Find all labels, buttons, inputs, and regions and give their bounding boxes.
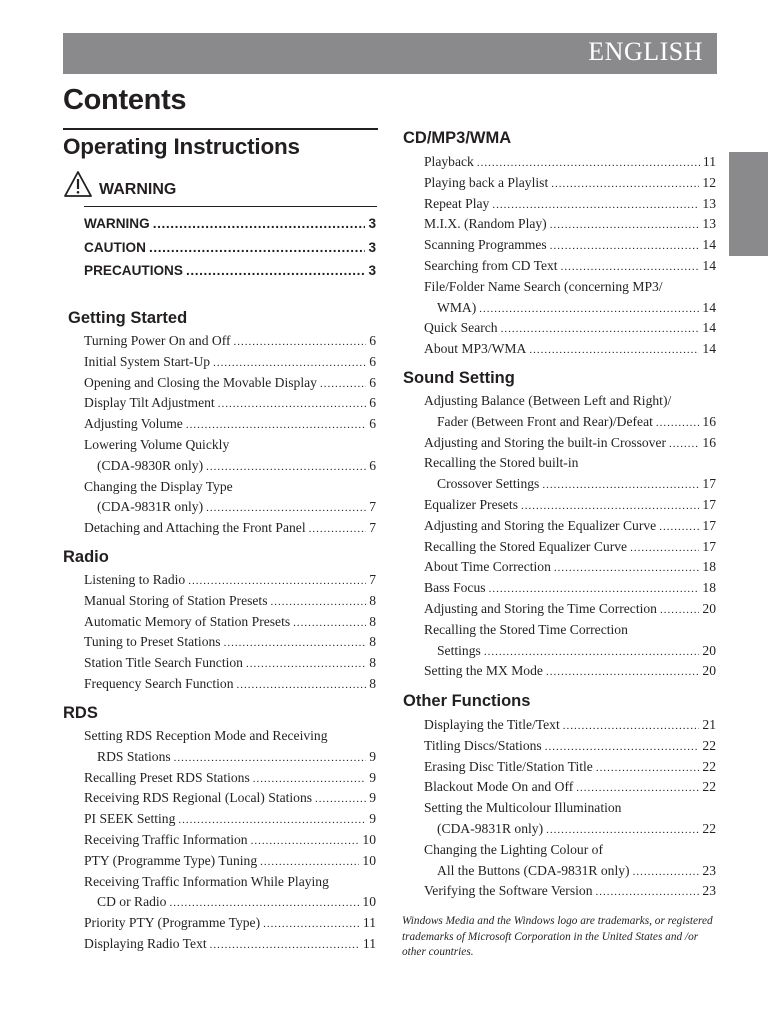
toc-entry-label: About MP3/WMA: [424, 341, 527, 357]
toc-entry-page: 22: [702, 779, 716, 795]
toc-entry[interactable]: [84, 934, 376, 955]
toc-entry-page: 17: [702, 496, 716, 512]
toc-entry[interactable]: [424, 256, 716, 277]
dot-leader: [546, 820, 699, 841]
toc-entry-label: Receiving RDS Regional (Local) Stations: [84, 790, 313, 806]
toc-entry-label: Opening and Closing the Movable Display: [84, 374, 317, 390]
toc-entry[interactable]: [424, 557, 716, 578]
dot-leader: [633, 862, 700, 883]
toc-entry[interactable]: [424, 152, 716, 173]
toc-entry-page: 16: [702, 434, 716, 450]
toc-entry-label: Fader (Between Front and Rear)/Defeat: [437, 413, 653, 429]
toc-entry-label: Priority PTY (Programme Type): [84, 915, 261, 931]
toc-entry[interactable]: [424, 474, 716, 495]
toc-entry-page: 8: [369, 592, 376, 608]
toc-entry-label: Repeat Play: [424, 195, 490, 211]
toc-entry[interactable]: [424, 433, 716, 454]
section-title-rds: RDS: [63, 704, 98, 722]
toc-entry[interactable]: [84, 747, 376, 768]
rds-list: [84, 726, 376, 955]
dot-leader: [546, 662, 699, 683]
toc-entry-label: Bass Focus: [424, 580, 486, 596]
toc-entry[interactable]: [84, 674, 376, 695]
dot-leader: [550, 236, 700, 257]
toc-entry-label: WARNING: [84, 216, 150, 231]
dot-leader: [309, 519, 367, 540]
toc-entry-page: 8: [369, 613, 376, 629]
toc-entry-label: Quick Search: [424, 320, 498, 336]
toc-entry-page: 14: [702, 257, 716, 273]
toc-entry-label: Displaying the Title/Text: [424, 717, 560, 732]
toc-entry-page: 6: [369, 333, 376, 348]
toc-entry-label: Changing the Display Type: [84, 478, 233, 494]
title-divider: [63, 128, 378, 130]
dot-leader: [521, 496, 699, 517]
toc-entry[interactable]: [84, 653, 376, 674]
toc-entry-page: 23: [702, 862, 716, 878]
toc-entry-label: Setting the MX Mode: [424, 663, 543, 679]
dot-leader: [484, 642, 700, 663]
dot-leader: [545, 737, 700, 758]
toc-entry-label: Verifying the Software Version: [424, 883, 593, 899]
dot-leader: [213, 353, 366, 374]
dot-leader: [501, 319, 700, 340]
language-label: ENGLISH: [588, 37, 703, 66]
toc-entry[interactable]: [424, 277, 716, 298]
dot-leader: [656, 413, 700, 434]
operating-instructions-title: Operating Instructions: [63, 134, 300, 159]
toc-entry-label: Adjusting and Storing the built-in Crossover: [424, 434, 667, 450]
toc-entry-label: Scanning Programmes: [424, 237, 547, 253]
toc-entry-label: Recalling the Stored Equalizer Curve: [424, 538, 628, 554]
toc-entry[interactable]: [84, 632, 376, 653]
toc-entry-label: (CDA-9831R only): [437, 820, 544, 836]
dot-leader: [263, 914, 360, 935]
toc-entry[interactable]: [424, 840, 716, 861]
toc-entry-page: 9: [369, 769, 376, 785]
toc-entry[interactable]: [424, 736, 716, 757]
toc-entry-page: 22: [702, 737, 716, 753]
toc-entry[interactable]: [84, 892, 376, 913]
toc-entry-label: Adjusting and Storing the Time Correction: [424, 600, 657, 616]
toc-entry[interactable]: [424, 235, 716, 256]
toc-entry[interactable]: [84, 872, 376, 893]
toc-entry[interactable]: [84, 352, 376, 373]
dot-leader: [660, 600, 699, 621]
toc-entry[interactable]: [424, 599, 716, 620]
dot-leader: [551, 174, 699, 195]
section-title-getting-started: Getting Started: [68, 309, 188, 327]
language-banner: [63, 33, 717, 74]
toc-entry-label: Recalling the Stored Time Correction: [424, 621, 628, 637]
toc-entry-label: Playback: [424, 154, 474, 169]
toc-entry-label: (CDA-9831R only): [97, 499, 204, 515]
toc-entry[interactable]: [84, 518, 376, 539]
toc-entry-page: 18: [702, 580, 716, 596]
toc-entry[interactable]: [84, 809, 376, 830]
toc-entry[interactable]: [84, 768, 376, 789]
toc-entry-page: 14: [702, 299, 716, 315]
toc-entry[interactable]: [424, 412, 716, 433]
toc-entry-warning[interactable]: [84, 212, 376, 236]
toc-entry-page: 9: [369, 811, 376, 827]
dot-leader: [246, 654, 366, 675]
toc-entry-label: Detaching and Attaching the Front Panel: [84, 520, 306, 536]
dot-leader: [669, 434, 699, 455]
section-title-radio: Radio: [63, 548, 109, 566]
section-title-cd-mp3-wma: CD/MP3/WMA: [403, 129, 512, 147]
toc-entry[interactable]: [424, 757, 716, 778]
toc-entry[interactable]: [84, 477, 376, 498]
toc-entry-label: Titling Discs/Stations: [424, 737, 542, 753]
toc-entry-page: 14: [702, 237, 716, 253]
toc-entry[interactable]: [84, 591, 376, 612]
toc-entry-page: 11: [362, 935, 376, 951]
dot-leader: [563, 716, 700, 737]
toc-entry[interactable]: [84, 435, 376, 456]
warning-triangle-icon: [63, 170, 93, 198]
toc-entry-page: 22: [702, 820, 716, 836]
toc-entry-label: PTY (Programme Type) Tuning: [84, 852, 258, 868]
toc-entry[interactable]: [424, 516, 716, 537]
toc-entry-page: 13: [702, 195, 716, 211]
toc-entry-page: 9: [369, 790, 376, 806]
toc-entry-label: Playing back a Playlist: [424, 174, 549, 190]
toc-entry-page: 8: [369, 655, 376, 671]
toc-entry-label: RDS Stations: [97, 748, 171, 764]
dot-leader: [237, 675, 367, 696]
toc-entry-label: Searching from CD Text: [424, 257, 558, 273]
toc-entry[interactable]: [424, 391, 716, 412]
toc-entry[interactable]: [424, 318, 716, 339]
toc-entry-label: Equalizer Presets: [424, 496, 518, 512]
toc-entry-label: Receiving Traffic Information While Playing: [84, 873, 329, 889]
toc-entry[interactable]: [424, 495, 716, 516]
dot-leader: [630, 538, 699, 559]
dot-leader: [529, 340, 699, 361]
dot-leader: [153, 212, 366, 236]
toc-entry[interactable]: [424, 298, 716, 319]
toc-entry[interactable]: [424, 881, 716, 902]
toc-entry-label: Adjusting and Storing the Equalizer Curve: [424, 517, 657, 533]
toc-entry-label: Changing the Lighting Colour of: [424, 841, 603, 857]
toc-entry-page: 10: [362, 831, 376, 847]
toc-entry-page: 17: [702, 476, 716, 492]
toc-entry[interactable]: [84, 726, 376, 747]
toc-entry[interactable]: [84, 612, 376, 633]
toc-entry-label: Tuning to Preset Stations: [84, 634, 221, 650]
radio-list: [84, 570, 376, 695]
warning-divider: [84, 206, 377, 207]
toc-entry-label: File/Folder Name Search (concerning MP3/: [424, 278, 663, 294]
toc-entry-page: 22: [702, 758, 716, 774]
toc-entry-label: Automatic Memory of Station Presets: [84, 613, 291, 629]
dot-leader: [149, 236, 366, 260]
toc-entry-label: CD or Radio: [97, 894, 167, 910]
dot-leader: [206, 457, 366, 478]
toc-entry-page: 8: [369, 675, 376, 691]
toc-entry-label: Blackout Mode On and Off: [424, 779, 574, 795]
toc-entry[interactable]: [84, 830, 376, 851]
toc-entry-page: 20: [702, 600, 716, 616]
toc-entry-page: 23: [702, 883, 716, 899]
toc-entry[interactable]: [424, 715, 716, 736]
trademark-footnote: Windows Media and the Windows logo are trademarks, or registered trademarks of Microsoft Corporation in the United States and /or other countries.: [402, 915, 713, 958]
warning-heading: WARNING: [99, 181, 177, 198]
toc-entry-label: Lowering Volume Quickly: [84, 436, 230, 452]
dot-leader: [186, 415, 366, 436]
toc-entry-label: Crossover Settings: [437, 476, 540, 492]
toc-entry-page: 8: [369, 634, 376, 650]
toc-entry[interactable]: [84, 851, 376, 872]
toc-entry[interactable]: [424, 537, 716, 558]
toc-entry-page: 20: [702, 663, 716, 679]
dot-leader: [234, 332, 367, 353]
dot-leader: [320, 374, 366, 395]
dot-leader: [271, 592, 367, 613]
dot-leader: [479, 299, 699, 320]
toc-entry-label: (CDA-9830R only): [97, 457, 204, 473]
dot-leader: [251, 831, 360, 852]
toc-entry[interactable]: [424, 620, 716, 641]
toc-entry-label: Listening to Radio: [84, 572, 186, 587]
sound-setting-list: [424, 391, 716, 682]
toc-entry-page: 7: [369, 520, 376, 536]
toc-entry[interactable]: [424, 453, 716, 474]
toc-entry-page: 6: [369, 416, 376, 432]
toc-entry-page: 14: [702, 320, 716, 336]
toc-entry-label: Turning Power On and Off: [84, 333, 231, 348]
dot-leader: [576, 778, 699, 799]
toc-entry-page: 3: [368, 239, 376, 255]
side-thumb-tab: [729, 152, 768, 256]
toc-entry[interactable]: [84, 331, 376, 352]
toc-entry-label: Recalling Preset RDS Stations: [84, 769, 250, 785]
toc-entry-page: 10: [362, 894, 376, 910]
toc-entry-page: 6: [369, 395, 376, 411]
toc-entry[interactable]: [84, 414, 376, 435]
toc-entry[interactable]: [84, 393, 376, 414]
dot-leader: [492, 195, 699, 216]
toc-entry-page: 6: [369, 374, 376, 390]
dot-leader: [178, 810, 366, 831]
toc-entry[interactable]: [424, 798, 716, 819]
toc-entry-label: Frequency Search Function: [84, 675, 234, 691]
toc-entry-label: CAUTION: [84, 239, 146, 255]
toc-entry-precautions[interactable]: [84, 259, 376, 283]
toc-entry-page: 3: [368, 263, 376, 278]
dot-leader: [206, 498, 366, 519]
warning-list: [84, 212, 376, 283]
dot-leader: [169, 893, 359, 914]
toc-entry-page: 13: [702, 216, 716, 232]
toc-entry-label: PRECAUTIONS: [84, 263, 183, 278]
toc-entry-page: 6: [369, 457, 376, 473]
toc-entry-page: 14: [702, 341, 716, 357]
other-functions-list: [424, 715, 716, 902]
toc-entry-label: Initial System Start-Up: [84, 353, 211, 369]
toc-entry-page: 3: [368, 216, 376, 231]
dot-leader: [186, 259, 365, 283]
toc-entry-label: Manual Storing of Station Presets: [84, 592, 268, 608]
toc-entry[interactable]: [84, 497, 376, 518]
toc-entry-label: PI SEEK Setting: [84, 811, 176, 827]
toc-entry-label: Setting RDS Reception Mode and Receiving: [84, 728, 328, 743]
toc-entry-label: Settings: [437, 642, 481, 658]
toc-entry-page: 17: [702, 517, 716, 533]
toc-entry-page: 17: [702, 538, 716, 554]
toc-entry-page: 16: [702, 413, 716, 429]
dot-leader: [550, 215, 700, 236]
toc-entry-page: 20: [702, 642, 716, 658]
dot-leader: [659, 517, 699, 538]
toc-entry[interactable]: [424, 777, 716, 798]
toc-entry-page: 9: [369, 748, 376, 764]
dot-leader: [293, 613, 366, 634]
toc-entry-label: M.I.X. (Random Play): [424, 216, 547, 232]
toc-entry-page: 7: [369, 499, 376, 515]
toc-entry-page: 12: [702, 174, 716, 190]
toc-entry[interactable]: [84, 913, 376, 934]
toc-entry[interactable]: [84, 456, 376, 477]
toc-entry[interactable]: [84, 788, 376, 809]
dot-leader: [596, 758, 700, 779]
toc-entry-label: Adjusting Volume: [84, 416, 183, 432]
getting-started-list: [84, 331, 376, 539]
toc-entry-label: About Time Correction: [424, 559, 551, 575]
toc-entry[interactable]: [84, 570, 376, 591]
toc-entry[interactable]: [424, 819, 716, 840]
page-title: Contents: [63, 84, 187, 116]
dot-leader: [224, 633, 367, 654]
toc-entry-page: 10: [362, 852, 376, 868]
toc-entry[interactable]: [424, 173, 716, 194]
dot-leader: [596, 882, 700, 903]
toc-entry[interactable]: [424, 339, 716, 360]
toc-entry[interactable]: [424, 578, 716, 599]
toc-entry-label: Station Title Search Function: [84, 655, 243, 671]
toc-entry-label: All the Buttons (CDA-9831R only): [437, 862, 630, 878]
toc-entry-page: 11: [362, 915, 376, 931]
dot-leader: [561, 257, 700, 278]
dot-leader: [315, 789, 366, 810]
toc-entry-caution[interactable]: [84, 236, 376, 260]
toc-entry-label: Setting the Multicolour Illumination: [424, 800, 622, 816]
dot-leader: [489, 579, 700, 600]
toc-entry-label: Displaying Radio Text: [84, 935, 207, 951]
section-title-other-functions: Other Functions: [403, 692, 531, 710]
dot-leader: [477, 153, 700, 174]
dot-leader: [253, 769, 366, 790]
toc-entry[interactable]: [424, 214, 716, 235]
toc-entry[interactable]: [424, 641, 716, 662]
toc-entry[interactable]: [84, 373, 376, 394]
toc-entry-page: 21: [702, 717, 716, 732]
toc-entry-page: 7: [369, 572, 376, 587]
toc-entry[interactable]: [424, 861, 716, 882]
cd-mp3-wma-list: [424, 152, 716, 360]
toc-entry-label: Display Tilt Adjustment: [84, 395, 215, 411]
toc-entry-label: Adjusting Balance (Between Left and Right)/: [424, 393, 672, 408]
toc-entry[interactable]: [424, 194, 716, 215]
toc-entry-page: 18: [702, 559, 716, 575]
dot-leader: [218, 394, 367, 415]
dot-leader: [188, 571, 366, 592]
section-title-sound-setting: Sound Setting: [403, 369, 515, 387]
toc-entry[interactable]: [424, 661, 716, 682]
dot-leader: [174, 748, 367, 769]
toc-entry-label: Receiving Traffic Information: [84, 831, 248, 847]
toc-entry-page: 11: [702, 154, 716, 169]
toc-entry-label: Erasing Disc Title/Station Title: [424, 758, 593, 774]
dot-leader: [554, 558, 700, 579]
dot-leader: [542, 475, 699, 496]
toc-entry-page: 6: [369, 353, 376, 369]
dot-leader: [210, 935, 360, 956]
toc-entry-label: WMA): [437, 299, 477, 315]
dot-leader: [260, 852, 359, 873]
toc-entry-label: Recalling the Stored built-in: [424, 455, 579, 471]
